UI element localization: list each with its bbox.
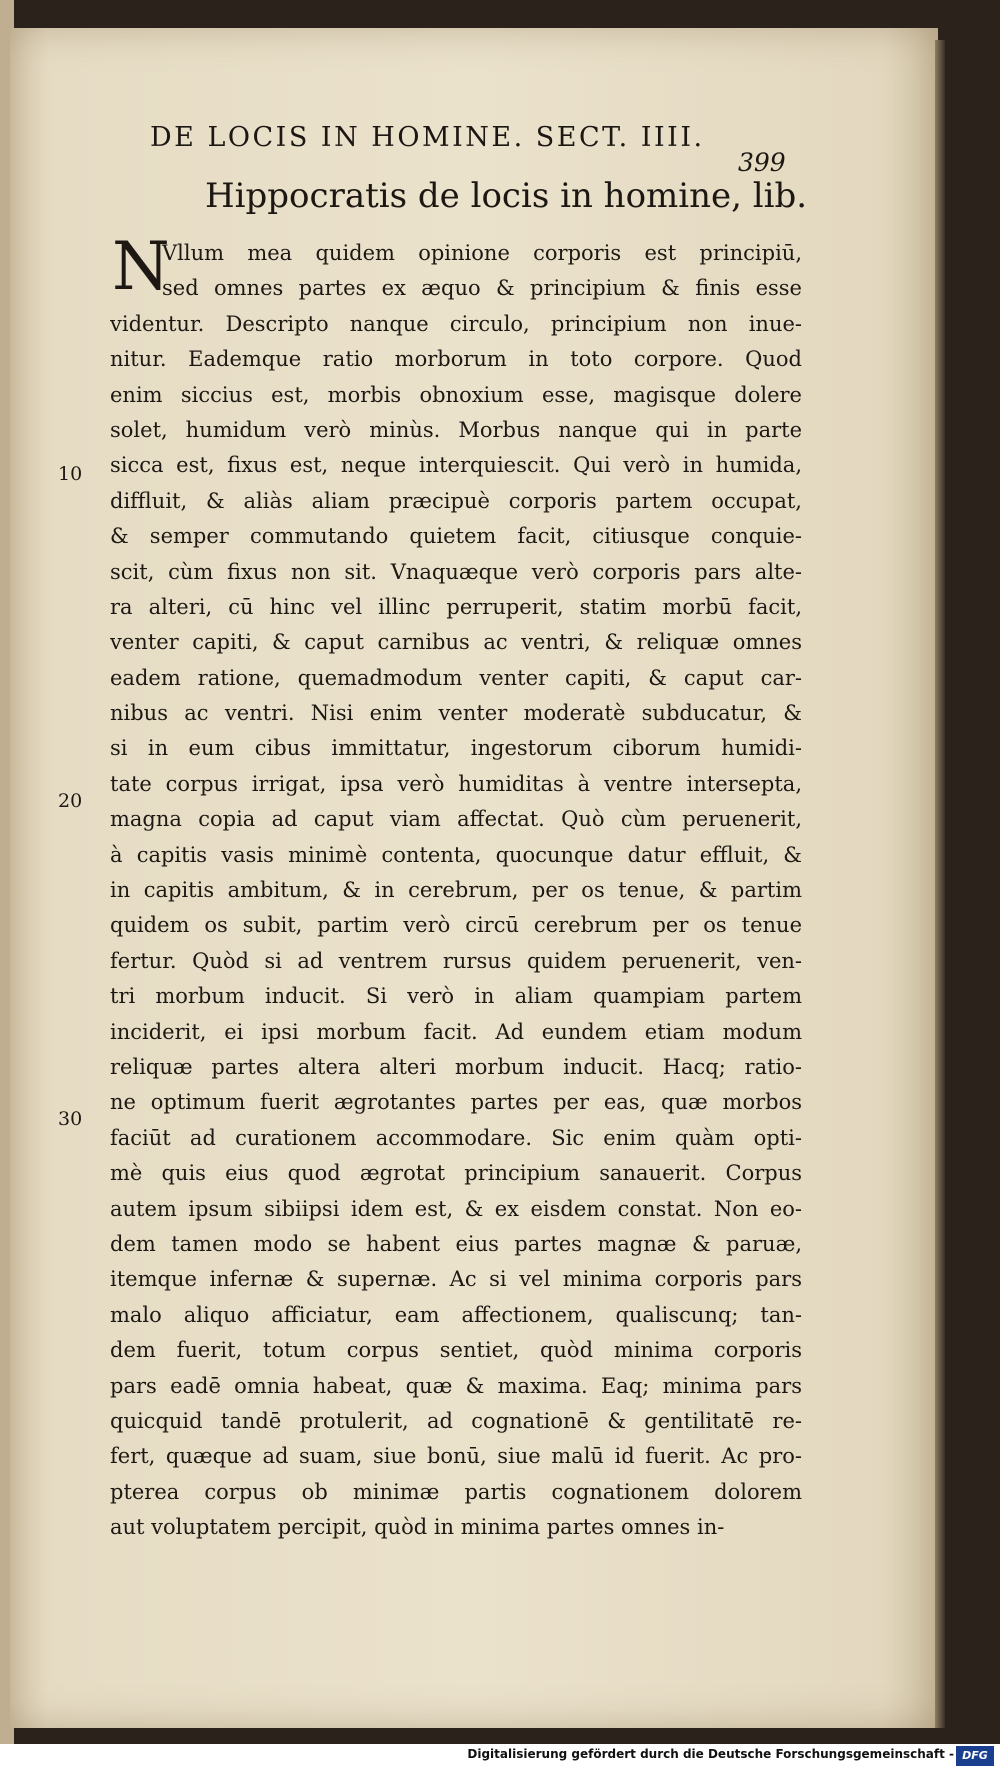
text-line: ra alteri, cū hinc vel illinc perruperit, statim morbū facit, — [110, 594, 802, 619]
margin-line-number: 20 — [58, 790, 83, 812]
text-line: nibus ac ventri. Nisi enim venter moderatè subducatur, & — [110, 701, 802, 726]
text-line: fertur. Quòd si ad ventrem rursus quidem peruenerit, ven- — [110, 948, 802, 973]
text-line: faciūt ad curationem accommodare. Sic enim quàm opti- — [110, 1125, 802, 1150]
running-head: DE LOCIS IN HOMINE. SECT. IIII. — [150, 122, 705, 153]
text-line: solet, humidum verò minùs. Morbus nanque qui in parte — [110, 417, 802, 442]
margin-line-number: 10 — [58, 463, 83, 485]
text-line: diffluit, & aliàs aliam præcipuè corporis partem occupat, — [110, 488, 802, 513]
text-line: fert, quæque ad suam, siue bonū, siue malū id fuerit. Ac pro- — [110, 1444, 802, 1469]
digitization-footer — [0, 1744, 1000, 1768]
text-line: nitur. Eademque ratio morborum in toto corpore. Quod — [110, 347, 802, 372]
text-line: & semper commutando quietem facit, citiusque conquie- — [110, 524, 802, 549]
text-line: tate corpus irrigat, ipsa verò humiditas à ventre intersepta, — [110, 771, 802, 796]
dfg-logo: DFG — [956, 1746, 994, 1766]
text-line: pars eadē omnia habeat, quæ & maxima. Eaq; minima pars — [110, 1373, 802, 1398]
text-line: inciderit, ei ipsi morbum facit. Ad eundem etiam modum — [110, 1019, 802, 1044]
text-line: quicquid tandē protulerit, ad cognationē & gentilitatē re- — [110, 1408, 802, 1433]
text-line: tri morbum inducit. Si verò in aliam quampiam partem — [110, 984, 802, 1009]
section-title: Hippocratis de locis in homine, lib. — [205, 176, 808, 216]
text-line: scit, cùm fixus non sit. Vnaquæque verò corporis pars alte- — [110, 559, 802, 584]
text-line: eadem ratione, quemadmodum venter capiti, & caput car- — [110, 665, 802, 690]
text-line: si in eum cibus immittatur, ingestorum ciborum humidi- — [110, 736, 802, 761]
text-line: magna copia ad caput viam affectat. Quò cùm peruenerit, — [110, 807, 802, 832]
text-line: videntur. Descripto nanque circulo, principium non inue- — [110, 311, 802, 336]
text-line: Vllum mea quidem opinione corporis est principiū, — [162, 241, 802, 265]
drop-initial: N — [112, 228, 170, 305]
text-line: sed omnes partes ex æquo & principium & finis esse — [162, 276, 802, 301]
text-line: aut voluptatem percipit, quòd in minima partes omnes in- — [110, 1515, 725, 1540]
text-line: pterea corpus ob minimæ partis cognationem dolorem — [110, 1479, 802, 1504]
body-text — [110, 228, 802, 1545]
page-edge-shadow — [935, 40, 945, 1728]
funding-credit: Digitalisierung gefördert durch die Deutsche Forschungsgemeinschaft - — [467, 1747, 954, 1761]
text-line: reliquæ partes altera alteri morbum inducit. Hacq; ratio- — [110, 1054, 802, 1079]
margin-line-number: 30 — [58, 1108, 83, 1130]
text-line: mè quis eius quod ægrotat principium sanauerit. Corpus — [110, 1161, 802, 1186]
text-line: dem fuerit, totum corpus sentiet, quòd minima corporis — [110, 1338, 802, 1363]
text-line: malo aliquo afficiatur, eam affectionem, qualiscunq; tan- — [110, 1302, 802, 1327]
text-line: venter capiti, & caput carnibus ac ventri, & reliquæ omnes — [110, 630, 802, 655]
text-line: quidem os subit, partim verò circū cerebrum per os tenue — [110, 913, 802, 938]
text-line: dem tamen modo se habent eius partes magnæ & paruæ, — [110, 1231, 802, 1256]
text-line: in capitis ambitum, & in cerebrum, per os tenue, & partim — [110, 878, 802, 903]
text-line: ne optimum fuerit ægrotantes partes per eas, quæ morbos — [110, 1090, 802, 1115]
text-line: autem ipsum sibiipsi idem est, & ex eisdem constat. Non eo- — [110, 1196, 802, 1221]
text-line: enim siccius est, morbis obnoxium esse, magisque dolere — [110, 382, 802, 407]
page-number: 399 — [738, 148, 786, 177]
text-line: itemque infernæ & supernæ. Ac si vel minima corporis pars — [110, 1267, 802, 1292]
text-line: à capitis vasis minimè contenta, quocunque datur effluit, & — [110, 842, 802, 867]
text-line: sicca est, fixus est, neque interquiescit. Qui verò in humida, — [110, 453, 802, 478]
